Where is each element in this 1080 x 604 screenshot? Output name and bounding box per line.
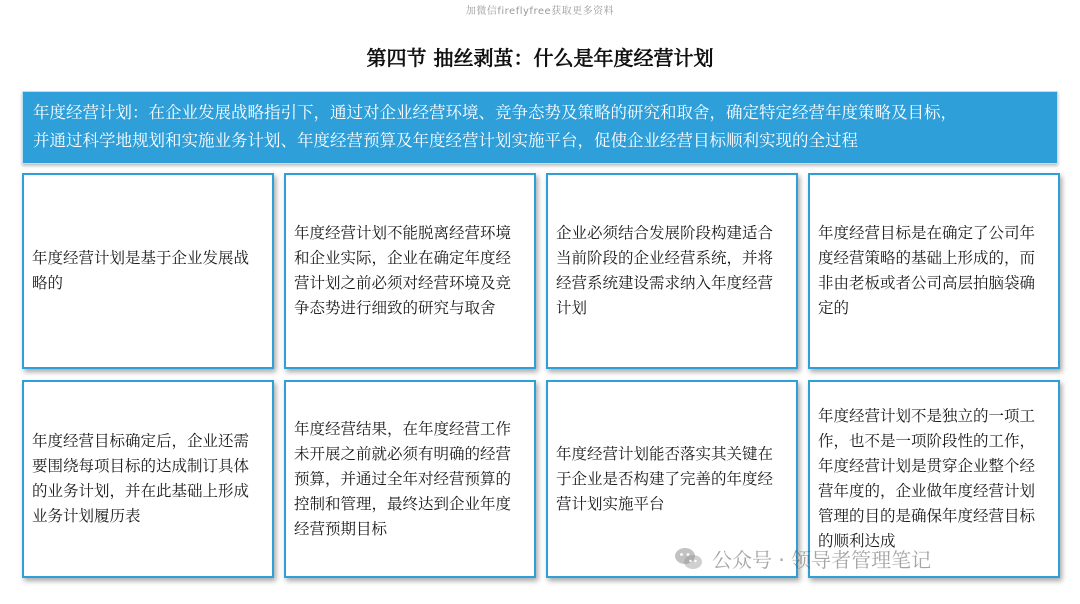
card-text: 年度经营计划是基于企业发展战略的 [32, 249, 250, 292]
card-text: 企业必须结合发展阶段构建适合当前阶段的企业经营系统，并将经营系统建设需求纳入年度经营计划 [556, 224, 774, 317]
card-6 [284, 380, 536, 578]
banner-line-2: 并通过科学地规划和实施业务计划、年度经营预算及年度经营计划实施平台，促使企业经营目标顺利实现的全过程 [33, 131, 858, 150]
definition-banner [22, 91, 1058, 164]
card-text: 年度经营结果，在年度经营工作未开展之前就必须有明确的经营预算，并通过全年对经营预算的控制和管理，最终达到企业年度经营预期目标 [294, 419, 512, 538]
card-text: 年度经营计划不是独立的一项工作，也不是一项阶段性的工作，年度经营计划是贯穿企业整个经营年度的，企业做年度经营计划管理的目的是确保年度经营目标的顺利达成 [818, 407, 1036, 550]
banner-line-1: 年度经营计划：在企业发展战略指引下，通过对企业经营环境、竞争态势及策略的研究和取舍，确定特定经营年度策略及目标， [33, 103, 957, 122]
card-text: 年度经营目标确定后，企业还需要围绕每项目标的达成制订具体的业务计划，并在此基础上形成业务计划履历表 [32, 432, 250, 525]
card-text: 年度经营计划不能脱离经营环境和企业实际，企业在确定年度经营计划之前必须对经营环境及竞争态势进行细致的研究与取舍 [294, 224, 512, 317]
card-4 [808, 173, 1060, 369]
card-1 [22, 173, 274, 369]
footer-watermark-text: 公众号 · 领导者管理笔记 [712, 548, 932, 572]
card-text: 年度经营目标是在确定了公司年度经营策略的基础上形成的，而非由老板或者公司高层拍脑袋确定的 [818, 224, 1036, 317]
footer-watermark [674, 544, 931, 573]
card-3 [546, 173, 798, 369]
card-2 [284, 173, 536, 369]
top-watermark: 加微信fireflyfree获取更多资料 [465, 6, 615, 17]
card-5 [22, 380, 274, 578]
card-text: 年度经营计划能否落实其关键在于企业是否构建了完善的年度经营计划实施平台 [556, 444, 774, 513]
page-title: 第四节 抽丝剥茧：什么是年度经营计划 [366, 46, 714, 70]
wechat-icon [674, 546, 704, 572]
